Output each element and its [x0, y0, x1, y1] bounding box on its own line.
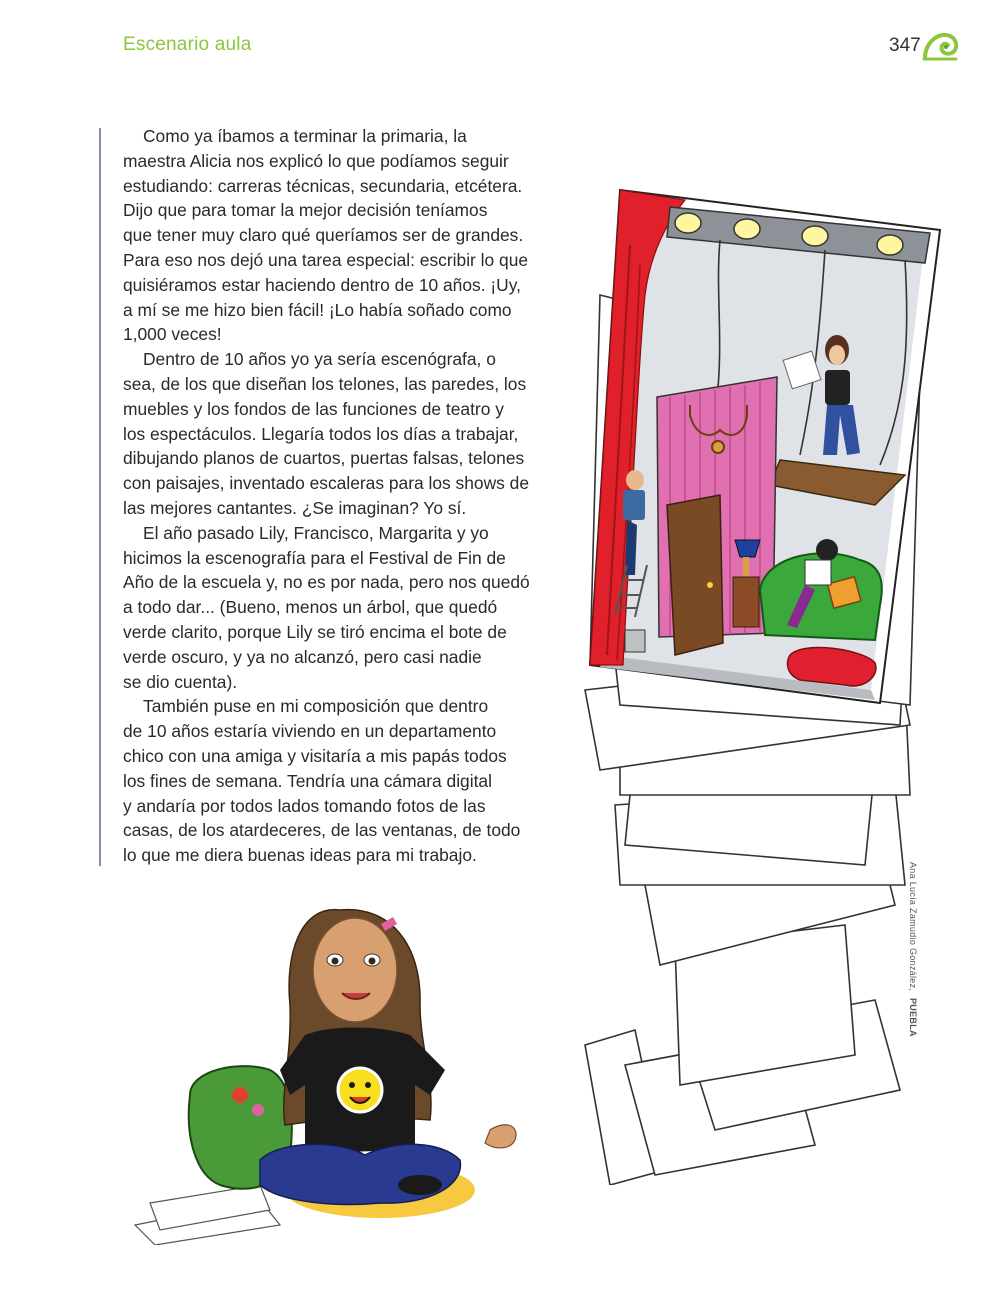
story-line: maestra Alicia nos explicó lo que podíamos seguir [123, 150, 509, 171]
sun-shirt-print [338, 1068, 382, 1112]
story-line: dibujando planos de cuartos, puertas falsas, telones [123, 448, 525, 469]
story-line: y andaría por todos lados tomando fotos de las [123, 795, 486, 816]
story-line: hicimos la escenografía para el Festival de Fin de [123, 547, 506, 568]
story-line: con paisajes, inventado escaleras para los shows de [123, 473, 530, 494]
door [667, 495, 723, 655]
story-line: a mí se me hizo bien fácil! ¡Lo había soñado como [123, 299, 512, 320]
margin-rule [99, 128, 101, 866]
story-line: los espectáculos. Llegaría todos los días a trabajar, [123, 423, 519, 444]
story-line: sea, de los que diseñan los telones, las paredes, los [123, 373, 527, 394]
story-line: Dijo que para tomar la mejor decisión teníamos [123, 200, 488, 221]
story-line: se dio cuenta). [123, 671, 238, 692]
story-line: También puse en mi composición que dentro [143, 696, 489, 717]
snail-spiral-icon [922, 30, 960, 62]
story-line: estudiando: carreras técnicas, secundaria, etcétera. [123, 175, 523, 196]
section-title: Escenario aula [123, 34, 252, 55]
illustration-credit [908, 862, 918, 1037]
story-line: muebles y los fondos de las funciones de teatro y [123, 398, 504, 419]
story-line: Para eso nos dejó una tarea especial: escribir lo que [123, 249, 529, 270]
story-line: quisiéramos estar haciendo dentro de 10 años. ¡Uy, [123, 274, 521, 295]
story-line: las mejores cantantes. ¿Se imaginan? Yo sí. [123, 497, 467, 518]
credit-author: Ana Lucía Zamudio González, [908, 862, 918, 992]
story-text [123, 124, 563, 868]
story-line: 1,000 veces! [123, 324, 222, 345]
story-line: casas, de los atardeceres, de las ventanas, de todo [123, 820, 521, 841]
sitting-girl-illustration [130, 885, 530, 1245]
hand [485, 1125, 516, 1148]
blue-pants [260, 1144, 460, 1204]
paint-bucket [625, 630, 645, 652]
story-line: los fines de semana. Tendría una cámara digital [123, 770, 492, 791]
story-line: lo que me diera buenas ideas para mi trabajo. [123, 845, 477, 866]
story-line: Dentro de 10 años yo ya sería escenógrafa, o [143, 349, 496, 370]
story-line: chico con una amiga y visitaría a mis papás todos [123, 745, 507, 766]
page-number: 347 [889, 35, 921, 56]
story-line: a todo dar... (Bueno, menos un árbol, que quedó [123, 597, 498, 618]
story-line: que tener muy claro qué queríamos ser de grandes. [123, 225, 524, 246]
story-line: El año pasado Lily, Francisco, Margarita y yo [143, 522, 489, 543]
story-line: verde oscuro, y ya no alcanzó, pero casi nadie [123, 646, 482, 667]
stage-design-illustration [575, 185, 945, 1185]
story-line: de 10 años estaría viviendo en un departamento [123, 721, 497, 742]
credit-place: PUEBLA [908, 997, 918, 1037]
story-line: verde clarito, porque Lily se tiró encima el bote de [123, 621, 507, 642]
story-line: Año de la escuela y, no es por nada, pero nos quedó [123, 572, 530, 593]
story-line: Como ya íbamos a terminar la primaria, la [143, 126, 467, 146]
drawing-papers [135, 1185, 280, 1245]
